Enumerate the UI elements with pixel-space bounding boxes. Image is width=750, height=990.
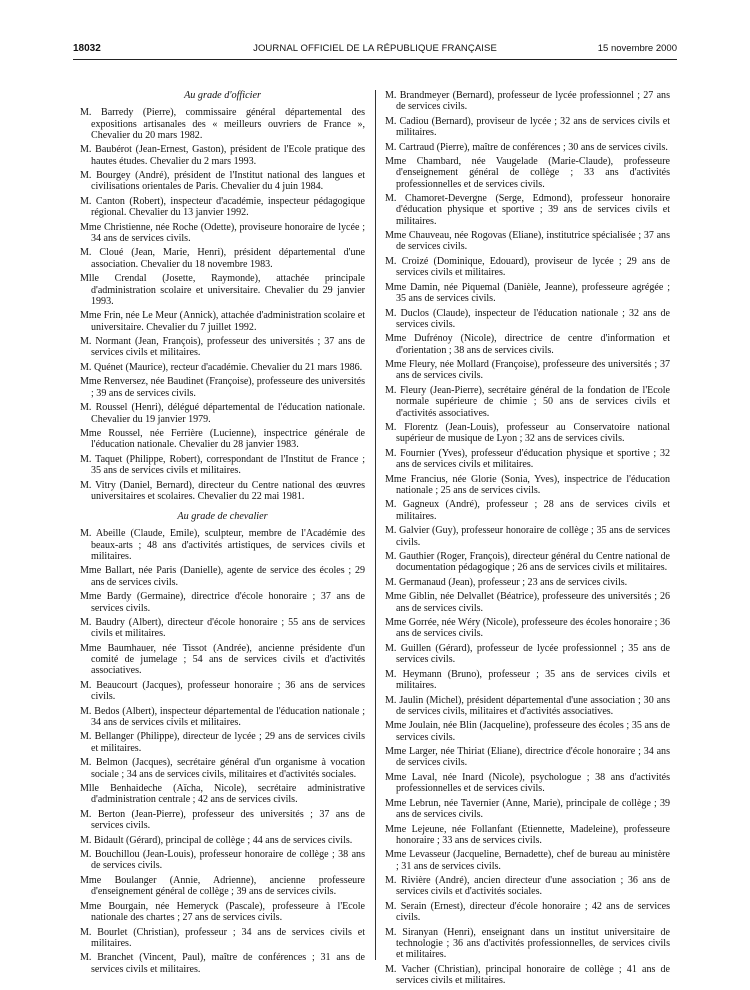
- list-item: M. Brandmeyer (Bernard), professeur de lycée professionnel ; 27 ans de services civils.: [385, 90, 670, 113]
- header-rule: [73, 59, 677, 60]
- list-item: M. Baudry (Albert), directeur d'école honoraire ; 55 ans de services civils et militaires.: [80, 617, 365, 640]
- list-item: Mme Laval, née Inard (Nicole), psychologue ; 38 ans d'activités professionnelles et de services civils.: [385, 771, 670, 795]
- list-item: Mme Chambard, née Vaugelade (Marie-Claude), professeure d'enseignement général de collège ; 33 ans d'activités professionnelles et de services civils.: [385, 156, 670, 190]
- list-item: Mme Lejeune, née Follanfant (Etiennette, Madeleine), professeure honoraire ; 33 ans de services civils.: [385, 823, 670, 846]
- list-item: M. Bouchillou (Jean-Louis), professeur honoraire de collège ; 38 ans de services civils.: [80, 849, 365, 872]
- list-item: M. Berton (Jean-Pierre), professeur des universités ; 37 ans de services civils.: [80, 808, 365, 832]
- list-item: M. Fleury (Jean-Pierre), secrétaire général de la fondation de l'Ecole normale supérieure de chimie ; 50 ans de services civils et d'activités associatives.: [385, 385, 670, 419]
- list-item: M. Barredy (Pierre), commissaire général départemental des expositions artisanales des « meilleurs ouvriers de France », Chevalier du 20 mars 1982.: [80, 107, 365, 141]
- list-item: M. Florentz (Jean-Louis), professeur au Conservatoire national supérieur de musique de Lyon ; 32 ans de services civils.: [385, 422, 670, 445]
- list-item: Mme Renversez, née Baudinet (Françoise), professeure des universités ; 39 ans de services civils.: [80, 376, 365, 399]
- issue-date: 15 novembre 2000: [597, 43, 677, 54]
- list-item: Mme Larger, née Thiriat (Eliane), directrice d'école honoraire ; 34 ans de services civils.: [385, 746, 670, 769]
- list-item: Mme Francius, née Glorie (Sonia, Yves), inspectrice de l'éducation nationale ; 25 ans de services civils.: [385, 473, 670, 496]
- left-column: [80, 90, 365, 978]
- list-item: Mme Dufrénoy (Nicole), directrice de centre d'information et d'orientation ; 38 ans de services civils.: [385, 333, 670, 356]
- page-header: [73, 43, 677, 59]
- list-item: Mme Roussel, née Ferrière (Lucienne), inspectrice générale de l'éducation nationale. Chevalier du 28 janvier 1983.: [80, 428, 365, 451]
- list-item: M. Serain (Ernest), directeur d'école honoraire ; 42 ans de services civils.: [385, 900, 670, 924]
- list-item: M. Baubérot (Jean-Ernest, Gaston), président de l'Ecole pratique des hautes études. Chevalier du 2 mars 1993.: [80, 144, 365, 167]
- list-item: Mme Damin, née Piquemal (Danièle, Jeanne), professeure agrégée ; 35 ans de services civils.: [385, 281, 670, 305]
- list-item: M. Gauthier (Roger, François), directeur général du Centre national de documentation pédagogique ; 26 ans de services civils et militaires.: [385, 551, 670, 574]
- list-item: M. Vacher (Christian), principal honoraire de collège ; 41 ans de services civils et militaires.: [385, 963, 670, 987]
- section-title-chevalier: Au grade de chevalier: [177, 511, 268, 523]
- list-item: M. Vitry (Daniel, Bernard), directeur du Centre national des œuvres universitaires et scolaires. Chevalier du 22 mai 1981.: [80, 479, 365, 502]
- list-item: Mlle Crendal (Josette, Raymonde), attachée principale d'administration scolaire et universitaire. Chevalier du 29 janvier 1993.: [80, 273, 365, 307]
- list-item: M. Jaulin (Michel), président départemental d'une association ; 30 ans de services civils, militaires et d'activités associatives.: [385, 694, 670, 717]
- list-item: M. Cloué (Jean, Marie, Henri), président départemental d'une association. Chevalier du 18 novembre 1983.: [80, 247, 365, 270]
- list-item: M. Croizé (Dominique, Edouard), proviseur de lycée ; 29 ans de services civils et militaires.: [385, 256, 670, 279]
- list-item: M. Canton (Robert), inspecteur d'académie, inspecteur pédagogique régional. Chevalier du 13 janvier 1992.: [80, 195, 365, 219]
- list-item: M. Bidault (Gérard), principal de collège ; 44 ans de services civils.: [80, 834, 353, 846]
- list-item: M. Roussel (Henri), délégué départemental de l'éducation nationale. Chevalier du 19 janvier 1979.: [80, 402, 365, 425]
- list-item: M. Bourgey (André), président de l'Institut national des langues et civilisations orientales de Paris. Chevalier du 4 juin 1984.: [80, 170, 365, 193]
- list-item: Mme Fleury, née Mollard (Françoise), professeure des universités ; 37 ans de services civils.: [385, 359, 670, 382]
- page-number: 18032: [73, 43, 101, 54]
- list-item: Mme Boulanger (Annie, Adrienne), ancienne professeure d'enseignement général de collège ; 39 ans de services civils.: [80, 875, 365, 898]
- section-title-officier: Au grade d'officier: [184, 90, 261, 101]
- list-item: Mme Joulain, née Blin (Jacqueline), professeure des écoles ; 35 ans de services civils.: [385, 720, 670, 743]
- list-item: M. Bourlet (Christian), professeur ; 34 ans de services civils et militaires.: [80, 926, 365, 949]
- list-item: M. Germanaud (Jean), professeur ; 23 ans de services civils.: [385, 576, 628, 588]
- list-item: M. Bedos (Albert), inspecteur départemental de l'éducation nationale ; 34 ans de services civils et militaires.: [80, 705, 365, 728]
- list-item: M. Cadiou (Bernard), proviseur de lycée ; 32 ans de services civils et militaires.: [385, 115, 670, 139]
- list-item: M. Galvier (Guy), professeur honoraire de collège ; 35 ans de services civils.: [385, 525, 670, 548]
- right-column: [385, 90, 670, 990]
- list-item: M. Beaucourt (Jacques), professeur honoraire ; 36 ans de services civils.: [80, 679, 365, 703]
- list-item: M. Belmon (Jacques), secrétaire général d'un organisme à vocation sociale ; 34 ans de services civils, militaires et d'activités sociales.: [80, 757, 365, 780]
- list-item: M. Branchet (Vincent, Paul), maître de conférences ; 31 ans de services civils et militaires.: [80, 952, 365, 975]
- list-item: M. Rivière (André), ancien directeur d'une association ; 36 ans de services civils et d'activités sociales.: [385, 875, 670, 898]
- list-item: Mme Chauveau, née Rogovas (Eliane), institutrice spécialisée ; 37 ans de services civils.: [385, 230, 670, 253]
- list-item: M. Chamoret-Devergne (Serge, Edmond), professeur honoraire d'éducation physique et sportive ; 39 ans de services civils et militaires.: [385, 193, 670, 227]
- list-item: Mme Frin, née Le Meur (Annick), attachée d'administration scolaire et universitaire. Chevalier du 7 juillet 1992.: [80, 310, 365, 333]
- list-item: Mme Gorrée, née Wéry (Nicole), professeure des écoles honoraire ; 36 ans de services civils.: [385, 617, 670, 640]
- list-item: Mme Giblin, née Delvallet (Béatrice), professeure des universités ; 26 ans de services civils.: [385, 591, 670, 614]
- list-item: M. Gagneux (André), professeur ; 28 ans de services civils et militaires.: [385, 499, 670, 522]
- list-item: M. Bellanger (Philippe), directeur de lycée ; 29 ans de services civils et militaires.: [80, 731, 365, 754]
- list-item: Mme Levasseur (Jacqueline, Bernadette), chef de bureau au ministère ; 31 ans de services civils.: [385, 849, 670, 872]
- list-item: Mme Bardy (Germaine), directrice d'école honoraire ; 37 ans de services civils.: [80, 591, 365, 614]
- list-item: M. Siranyan (Henri), enseignant dans un institut universitaire de technologie ; 36 ans d'activités professionnelles, de services civils et militaires.: [385, 926, 670, 961]
- list-item: M. Taquet (Philippe, Robert), correspondant de l'Institut de France ; 35 ans de services civils et militaires.: [80, 453, 365, 477]
- list-item: Mme Baumhauer, née Tissot (Andrée), ancienne présidente d'un comité de jumelage ; 54 ans de services civils et d'activités associatives.: [80, 642, 365, 677]
- list-item: M. Quénet (Maurice), recteur d'académie. Chevalier du 21 mars 1986.: [80, 361, 363, 373]
- column-divider: [375, 90, 376, 960]
- journal-title: JOURNAL OFFICIEL DE LA RÉPUBLIQUE FRANÇAISE: [253, 43, 497, 54]
- chevalier-list-left: [80, 528, 365, 975]
- list-item: M. Duclos (Claude), inspecteur de l'éducation nationale ; 32 ans de services civils.: [385, 307, 670, 330]
- list-item: Mme Ballart, née Paris (Danielle), agente de service des écoles ; 29 ans de services civils.: [80, 565, 365, 588]
- chevalier-list-right: [385, 90, 670, 986]
- list-item: M. Normant (Jean, François), professeur des universités ; 37 ans de services civils et militaires.: [80, 336, 365, 359]
- list-item: Mme Christienne, née Roche (Odette), proviseure honoraire de lycée ; 34 ans de services civils.: [80, 221, 365, 244]
- list-item: M. Abeille (Claude, Emile), sculpteur, membre de l'Académie des beaux-arts ; 48 ans d'activités artistiques, de services civils et militaires.: [80, 528, 365, 562]
- list-item: Mme Lebrun, née Tavernier (Anne, Marie), principale de collège ; 39 ans de services civils.: [385, 797, 670, 821]
- list-item: M. Fournier (Yves), professeur d'éducation physique et sportive ; 32 ans de services civils et militaires.: [385, 447, 670, 471]
- list-item: M. Guillen (Gérard), professeur de lycée professionnel ; 35 ans de services civils.: [385, 642, 670, 666]
- officier-list: [80, 107, 365, 502]
- list-item: Mlle Benhaideche (Aïcha, Nicole), secrétaire administrative d'administration centrale ; 42 ans de services civils.: [80, 783, 365, 806]
- list-item: Mme Bourgain, née Hemeryck (Pascale), professeure à l'Ecole nationale des chartes ; 27 ans de services civils.: [80, 900, 365, 924]
- list-item: M. Heymann (Bruno), professeur ; 35 ans de services civils et militaires.: [385, 668, 670, 692]
- list-item: M. Cartraud (Pierre), maître de conférences ; 30 ans de services civils.: [385, 141, 668, 153]
